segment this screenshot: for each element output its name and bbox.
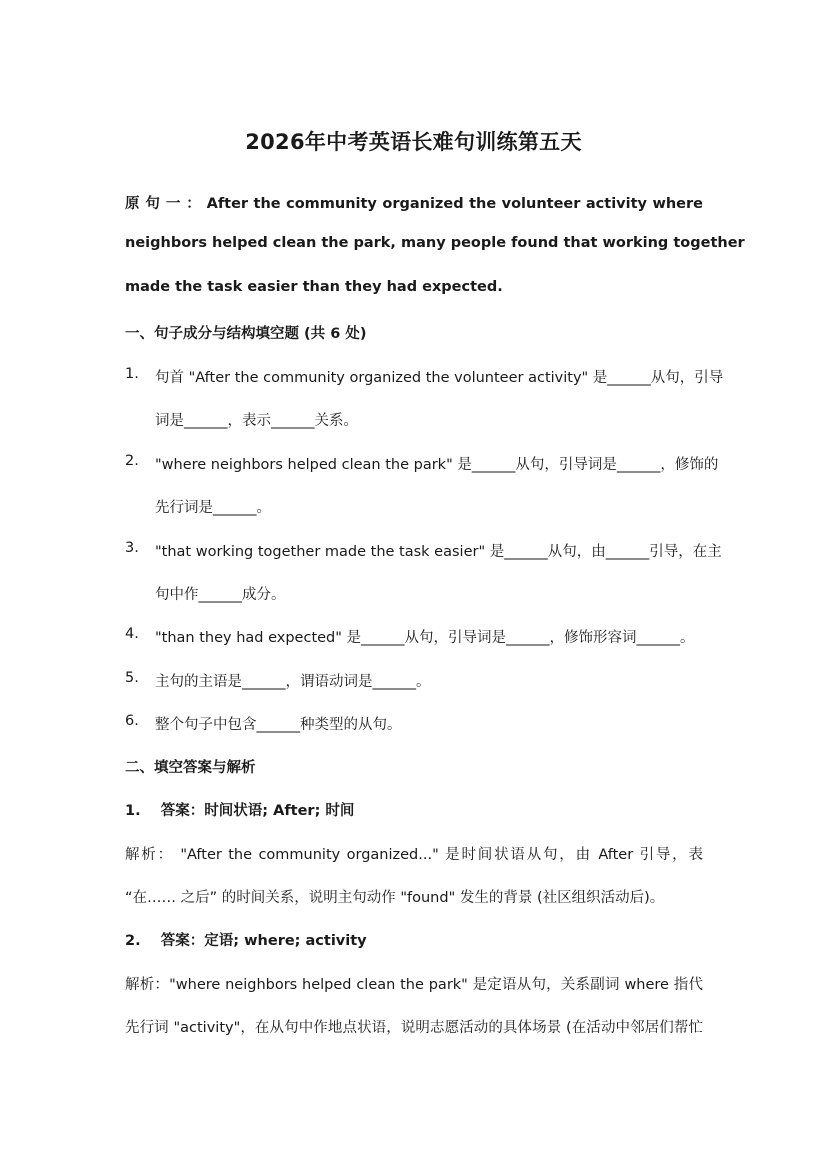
document-title: 2026年中考英语长难句训练第五天 [245,130,582,154]
question-6-number: 6. [125,713,139,729]
question-2-line-1: "where neighbors helped clean the park" 是______从句，引导词是______，修饰的 [155,457,719,473]
answer-1-label: 1. 答案：时间状语; After; 时间 [125,803,355,819]
question-1-number: 1. [125,366,139,382]
answer-1-explanation-line-2: “在…… 之后” 的时间关系，说明主句动作 "found" 发生的背景 (社区组织活动后)。 [125,890,665,906]
section-1-heading: 一、句子成分与结构填空题 (共 6 处) [125,326,367,342]
question-1-line-1: 句首 "After the community organized the volunteer activity" 是______从句，引导 [155,370,724,386]
question-4-number: 4. [125,626,139,642]
answer-2-explanation-line-1: 解析："where neighbors helped clean the park" 是定语从句，关系副词 where 指代 [125,977,703,993]
question-3-line-1: "that working together made the task easier" 是______从句，由______引导，在主 [155,544,722,560]
question-2-line-2: 先行词是______。 [155,500,271,516]
section-2-heading: 二、填空答案与解析 [125,760,256,776]
answer-2-label: 2. 答案：定语; where; activity [125,933,367,949]
question-2-number: 2. [125,453,139,469]
answer-2-explanation-line-2: 先行词 "activity"，在从句中作地点状语，说明志愿活动的具体场景 (在活动中邻居们帮忙 [125,1020,703,1036]
original-sentence-line-3: made the task easier than they had expected. [125,279,503,295]
original-sentence-line-2: neighbors helped clean the park, many people found that working together [125,235,745,251]
question-5-number: 5. [125,670,139,686]
question-3-number: 3. [125,540,139,556]
question-1-line-2: 词是______，表示______关系。 [155,413,358,429]
question-6-line-1: 整个句子中包含______种类型的从句。 [155,717,402,733]
question-5-line-1: 主句的主语是______，谓语动词是______。 [155,674,431,690]
question-3-line-2: 句中作______成分。 [155,587,286,603]
answer-1-explanation-line-1: 解析： "After the community organized..." 是时间状语从句，由 After 引导，表 [125,847,703,863]
question-4-line-1: "than they had expected" 是______从句，引导词是______，修饰形容词______。 [155,630,695,646]
original-sentence-line-1: 原 句 一 ： After the community organized the volunteer activity where [125,196,703,212]
